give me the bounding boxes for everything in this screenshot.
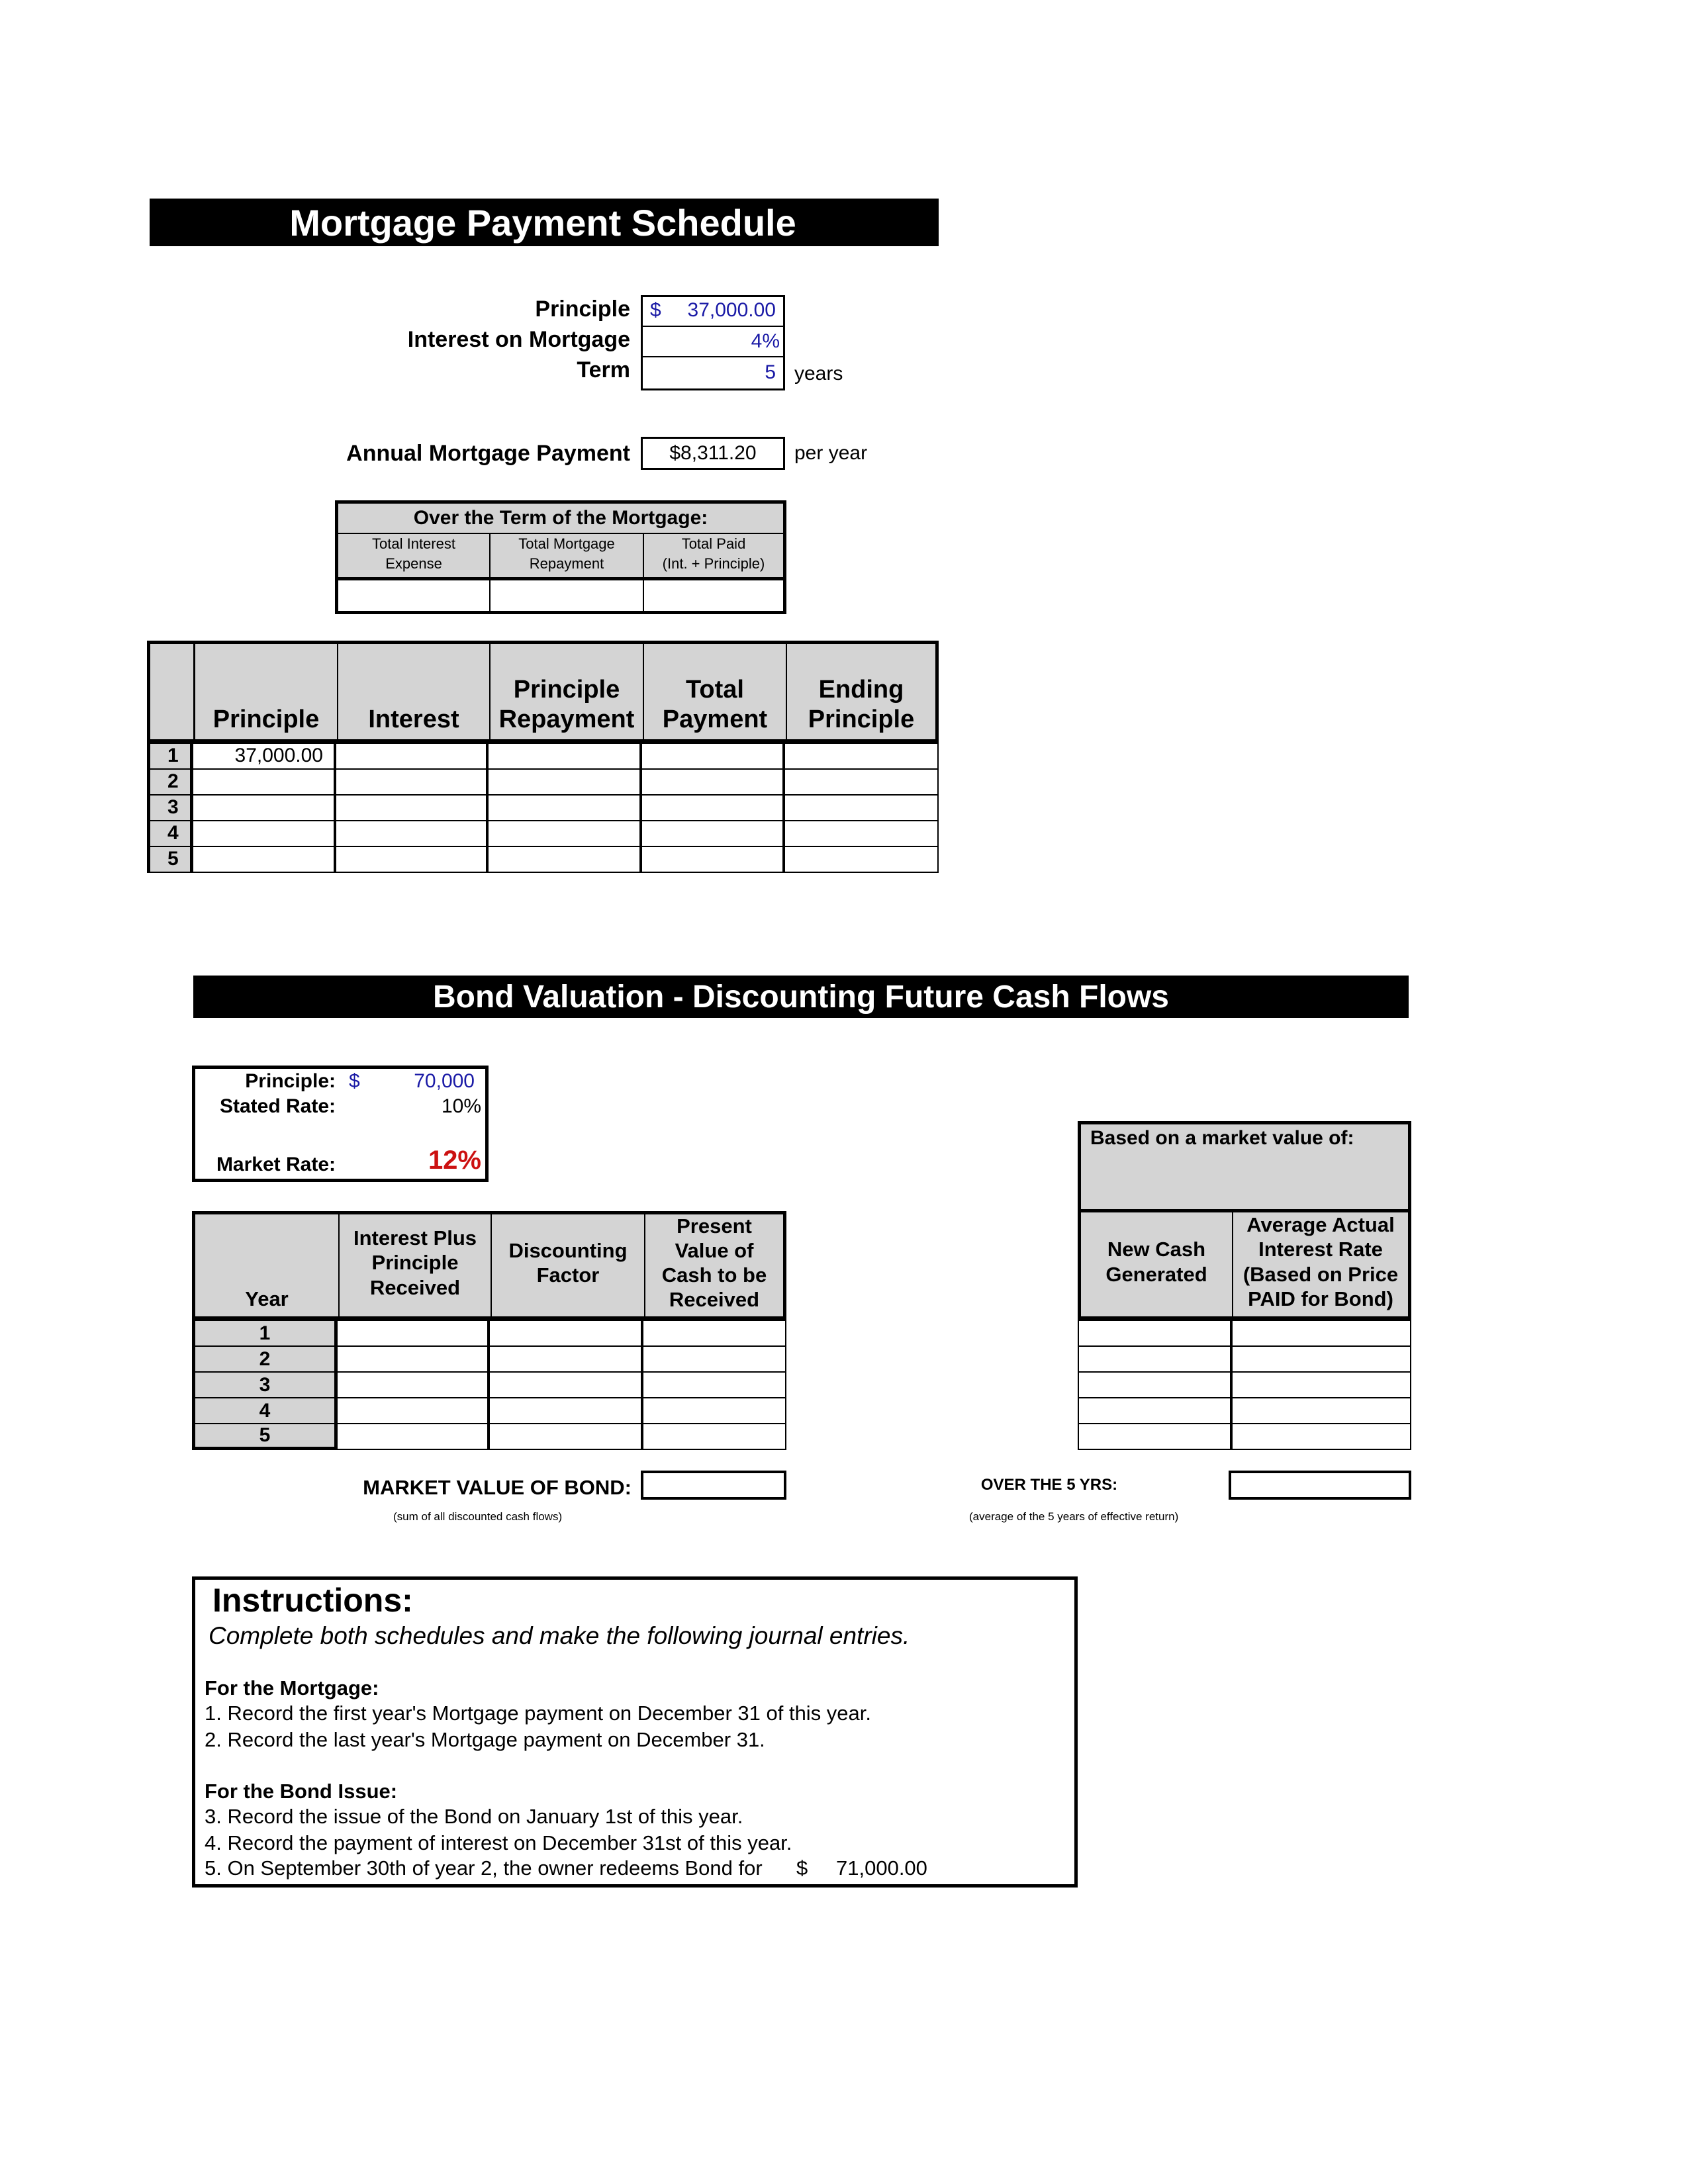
new-cash-generated-cell[interactable] — [1078, 1345, 1231, 1373]
bond-market-rate-label: Market Rate: — [216, 1154, 336, 1175]
summary-title-row — [338, 504, 783, 534]
summary-col1-header — [338, 534, 491, 580]
annual-payment-value: $8,311.20 — [669, 442, 757, 464]
bond-cell-interest-principle[interactable] — [336, 1423, 489, 1450]
summary-col1-line1: Total Interest — [372, 535, 455, 552]
schedule-cell-principle[interactable] — [192, 820, 335, 847]
principle-input[interactable] — [641, 295, 785, 327]
schedule-cell-principle-repayment[interactable] — [487, 743, 641, 770]
interest-value: 4% — [751, 330, 780, 352]
schedule-cell-interest[interactable] — [335, 768, 487, 796]
average-actual-rate-header: Average Actual Interest Rate (Based on Price PAID for Bond) — [1243, 1213, 1399, 1310]
schedule-cell-ending-principle[interactable] — [784, 846, 939, 873]
annual-payment-unit: per year — [794, 442, 868, 464]
average-actual-rate-cell[interactable] — [1231, 1423, 1411, 1450]
bond-table-header — [192, 1211, 786, 1320]
schedule-header-principle: Principle — [195, 644, 338, 739]
summary-col2-header — [491, 534, 644, 580]
schedule-cell-total-payment[interactable] — [641, 820, 784, 847]
schedule-row-number: 1 — [147, 743, 192, 770]
bond-year-cell: 2 — [192, 1345, 336, 1373]
schedule-cell-total-payment[interactable] — [641, 743, 784, 770]
new-cash-generated-cell[interactable] — [1078, 1371, 1231, 1398]
mortgage-summary-box — [335, 500, 786, 614]
schedule-header-principle-repayment: Principle Repayment — [491, 644, 644, 739]
mortgage-schedule-header — [147, 641, 939, 743]
principle-label: Principle — [535, 296, 630, 322]
schedule-cell-principle[interactable] — [192, 794, 335, 821]
schedule-cell-principle[interactable] — [192, 846, 335, 873]
new-cash-generated-cell[interactable] — [1078, 1397, 1231, 1424]
bond-year-cell: 1 — [192, 1320, 336, 1347]
principle-value: 37,000.00 — [687, 299, 776, 321]
average-actual-rate-cell[interactable] — [1231, 1345, 1411, 1373]
schedule-cell-ending-principle[interactable] — [784, 794, 939, 821]
bond-stated-rate-value[interactable]: 10% — [441, 1095, 481, 1117]
term-value: 5 — [765, 361, 776, 383]
bond-header-interest-principle: Interest Plus Principle Received — [340, 1214, 492, 1316]
average-actual-rate-cell[interactable] — [1231, 1320, 1411, 1347]
instruction-item-4: 4. Record the payment of interest on December 31st of this year. — [205, 1831, 792, 1854]
schedule-cell-principle-repayment[interactable] — [487, 846, 641, 873]
bond-year-cell: 3 — [192, 1371, 336, 1398]
bond-inputs-box — [192, 1066, 489, 1182]
bond-cell-interest-principle[interactable] — [336, 1320, 489, 1347]
bond-market-rate-value[interactable]: 12% — [428, 1146, 481, 1175]
schedule-header-total-payment: Total Payment — [644, 644, 787, 739]
bond-cell-present-value[interactable] — [642, 1423, 786, 1450]
annual-payment-label: Annual Mortgage Payment — [346, 441, 630, 466]
bond-cell-discounting-factor[interactable] — [489, 1423, 642, 1450]
bond-header-discounting-factor: Discounting Factor — [492, 1214, 645, 1316]
market-value-of-bond-cell[interactable] — [641, 1471, 786, 1500]
schedule-cell-interest[interactable] — [335, 846, 487, 873]
schedule-cell-principle-repayment[interactable] — [487, 794, 641, 821]
bond-cell-interest-principle[interactable] — [336, 1397, 489, 1424]
schedule-header-ending-principle: Ending Principle — [808, 675, 915, 734]
annual-payment-box[interactable] — [641, 437, 785, 470]
bond-instructions-heading: For the Bond Issue: — [205, 1780, 398, 1803]
bond-cell-present-value[interactable] — [642, 1397, 786, 1424]
over-five-years-note: (average of the 5 years of effective return) — [969, 1510, 1179, 1523]
bond-cell-discounting-factor[interactable] — [489, 1371, 642, 1398]
term-label: Term — [577, 357, 630, 383]
instruction-item-3: 3. Record the issue of the Bond on January 1st of this year. — [205, 1805, 743, 1828]
summary-col3-line1: Total Paid — [681, 535, 746, 552]
term-input[interactable] — [641, 357, 785, 390]
principle-currency: $ — [650, 299, 661, 321]
instructions-subtitle: Complete both schedules and make the following journal entries. — [209, 1622, 910, 1649]
summary-title: Over the Term of the Mortgage: — [413, 507, 708, 529]
average-actual-rate-cell[interactable] — [1231, 1371, 1411, 1398]
schedule-cell-principle-repayment[interactable] — [487, 820, 641, 847]
schedule-cell-interest[interactable] — [335, 743, 487, 770]
schedule-cell-total-payment[interactable] — [641, 768, 784, 796]
bond-cell-interest-principle[interactable] — [336, 1345, 489, 1373]
summary-total-paid-cell[interactable] — [644, 580, 783, 611]
new-cash-generated-header: New Cash Generated — [1081, 1212, 1233, 1316]
interest-label: Interest on Mortgage — [407, 327, 630, 352]
market-value-of-bond-label: MARKET VALUE OF BOND: — [363, 1476, 632, 1499]
schedule-cell-principle-repayment[interactable] — [487, 768, 641, 796]
bond-title-banner — [193, 976, 1409, 1018]
bond-title: Bond Valuation - Discounting Future Cash Flows — [432, 979, 1169, 1015]
bond-year-cell: 5 — [192, 1423, 336, 1450]
summary-total-repayment-cell[interactable] — [491, 580, 644, 611]
summary-col3-header — [644, 534, 783, 580]
market-value-title: Based on a market value of: — [1090, 1127, 1354, 1149]
bond-principle-value[interactable]: 70,000 — [414, 1070, 475, 1092]
mortgage-title: Mortgage Payment Schedule — [289, 201, 796, 244]
bond-year-cell: 4 — [192, 1397, 336, 1424]
bond-cell-present-value[interactable] — [642, 1345, 786, 1373]
new-cash-generated-cell[interactable] — [1078, 1423, 1231, 1450]
instruction-item-5: 5. On September 30th of year 2, the owner redeems Bond for — [205, 1856, 763, 1880]
mortgage-instructions-heading: For the Mortgage: — [205, 1676, 379, 1700]
summary-col2-line2: Repayment — [529, 555, 604, 572]
bond-cell-discounting-factor[interactable] — [489, 1345, 642, 1373]
schedule-cell-principle[interactable]: 37,000.00 — [192, 743, 335, 770]
schedule-cell-ending-principle[interactable] — [784, 743, 939, 770]
schedule-row-number: 5 — [147, 846, 192, 873]
new-cash-generated-cell[interactable] — [1078, 1320, 1231, 1347]
bond-principle-label: Principle: — [245, 1070, 336, 1092]
summary-total-interest-cell[interactable] — [338, 580, 491, 611]
interest-input[interactable] — [641, 327, 785, 357]
schedule-row-number: 3 — [147, 794, 192, 821]
schedule-cell-ending-principle[interactable] — [784, 820, 939, 847]
over-five-years-label: OVER THE 5 YRS: — [980, 1476, 1118, 1494]
schedule-row-number: 4 — [147, 820, 192, 847]
average-actual-rate-cell[interactable] — [1231, 1397, 1411, 1424]
instruction-item-5-currency: $ — [796, 1856, 808, 1880]
over-five-years-cell[interactable] — [1229, 1471, 1411, 1500]
bond-header-year: Year — [195, 1214, 340, 1316]
market-value-of-bond-note: (sum of all discounted cash flows) — [393, 1510, 563, 1523]
summary-col3-line2: (Int. + Principle) — [662, 555, 765, 572]
summary-col1-line2: Expense — [385, 555, 442, 572]
instructions-box — [192, 1576, 1078, 1888]
schedule-cell-total-payment[interactable] — [641, 846, 784, 873]
bond-cell-discounting-factor[interactable] — [489, 1397, 642, 1424]
bond-cell-discounting-factor[interactable] — [489, 1320, 642, 1347]
bond-cell-interest-principle[interactable] — [336, 1371, 489, 1398]
market-value-box — [1078, 1121, 1411, 1320]
schedule-cell-interest[interactable] — [335, 820, 487, 847]
schedule-header-interest: Interest — [338, 644, 491, 739]
schedule-cell-total-payment[interactable] — [641, 794, 784, 821]
schedule-cell-principle[interactable] — [192, 768, 335, 796]
term-unit: years — [794, 363, 843, 385]
bond-stated-rate-label: Stated Rate: — [219, 1095, 336, 1117]
bond-principle-currency: $ — [349, 1070, 360, 1092]
schedule-cell-interest[interactable] — [335, 794, 487, 821]
schedule-cell-ending-principle[interactable] — [784, 768, 939, 796]
mortgage-title-banner — [150, 199, 939, 246]
summary-col2-line1: Total Mortgage — [518, 535, 615, 552]
schedule-row-number: 2 — [147, 768, 192, 796]
instruction-item-2: 2. Record the last year's Mortgage payment on December 31. — [205, 1728, 765, 1751]
schedule-row-number-header — [150, 644, 195, 739]
bond-header-present-value: Present Value of Cash to be Received — [661, 1214, 767, 1312]
bond-cell-present-value[interactable] — [642, 1320, 786, 1347]
instructions-title: Instructions: — [212, 1582, 413, 1619]
instruction-item-1: 1. Record the first year's Mortgage payment on December 31 of this year. — [205, 1702, 872, 1725]
instruction-item-5-amount: 71,000.00 — [836, 1856, 927, 1880]
bond-cell-present-value[interactable] — [642, 1371, 786, 1398]
